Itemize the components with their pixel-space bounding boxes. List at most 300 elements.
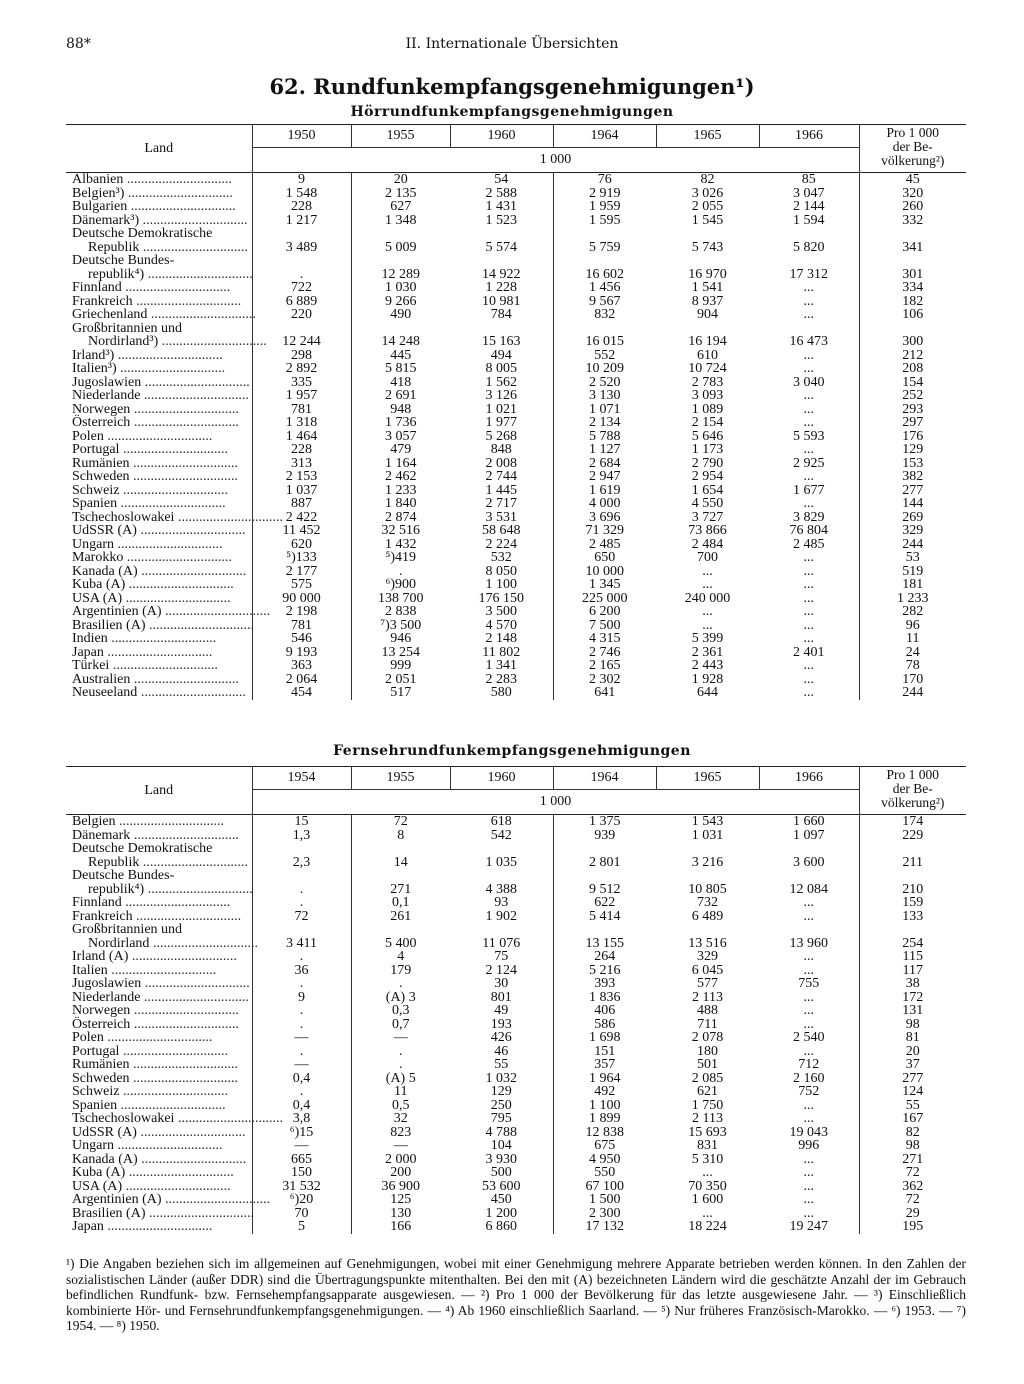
value-cell: 1 375 xyxy=(589,814,621,829)
value-cell: 2 124 xyxy=(450,964,553,978)
leader-dots: .............................. xyxy=(130,415,239,430)
value-cell: . xyxy=(252,896,351,910)
value-cell xyxy=(553,254,656,268)
per-capita-cell: 98 xyxy=(905,1138,920,1153)
leader-dots: .............................. xyxy=(140,989,249,1005)
value-cell xyxy=(450,923,553,937)
value-cell: ⁵)133 xyxy=(252,551,351,565)
value-cell: ... xyxy=(759,578,859,592)
value-cell: — xyxy=(252,1139,351,1153)
value-cell: 2 224 xyxy=(450,538,553,552)
value-cell: 2 051 xyxy=(385,671,417,687)
leader-dots: .............................. xyxy=(174,509,283,525)
value-cell: 2,3 xyxy=(252,856,351,870)
value-cell: 12 838 xyxy=(585,1124,624,1140)
leader-dots: .............................. xyxy=(137,563,247,579)
value-cell: ... xyxy=(759,1166,859,1180)
value-cell: 1 089 xyxy=(691,401,724,417)
value-cell: ... xyxy=(759,673,859,687)
value-cell: 2 790 xyxy=(691,455,724,471)
value-cell: 2 154 xyxy=(691,415,724,430)
value-cell: 9 xyxy=(252,991,351,1005)
value-cell: 1 032 xyxy=(450,1072,553,1086)
value-cell: 3 126 xyxy=(450,389,553,403)
value-cell: 13 155 xyxy=(585,935,624,951)
country-cell xyxy=(66,1099,252,1113)
per-capita-header-line: Pro 1 000 xyxy=(886,767,939,782)
value-cell: 3 411 xyxy=(252,937,351,951)
table-row xyxy=(66,1207,966,1221)
per-capita-cell xyxy=(859,923,966,937)
country-cell xyxy=(66,815,252,829)
value-cell xyxy=(759,254,859,268)
value-cell: 2 302 xyxy=(589,671,621,687)
value-cell: . xyxy=(252,1045,351,1059)
radio-table-body xyxy=(66,173,966,700)
value-cell: 2 485 xyxy=(759,538,859,552)
country-cell xyxy=(66,227,252,241)
country-cell xyxy=(66,470,252,484)
page-header xyxy=(66,36,958,56)
per-capita-cell: 329 xyxy=(902,523,924,538)
value-cell: 2 000 xyxy=(385,1151,417,1167)
value-cell: 3 727 xyxy=(691,509,724,525)
value-cell: 6 889 xyxy=(252,295,351,309)
value-cell: 1 548 xyxy=(252,187,351,201)
tv-table-body xyxy=(66,815,966,1234)
value-cell: 82 xyxy=(700,172,715,187)
value-cell: 2 144 xyxy=(759,200,859,214)
per-capita-cell: 176 xyxy=(902,428,924,444)
per-capita-cell: 208 xyxy=(902,361,924,376)
value-cell: 550 xyxy=(594,1165,616,1180)
per-capita-cell: 55 xyxy=(905,1097,920,1113)
value-cell: 1 345 xyxy=(589,577,621,592)
value-cell: 2 401 xyxy=(759,646,859,660)
value-cell: 490 xyxy=(390,307,412,322)
table-row xyxy=(66,538,966,552)
value-cell: 32 516 xyxy=(381,523,420,538)
leader-dots: .............................. xyxy=(114,536,223,552)
value-cell: 30 xyxy=(450,977,553,991)
country-cell xyxy=(66,883,252,897)
per-capita-header xyxy=(859,125,966,173)
leader-dots: .............................. xyxy=(114,347,223,363)
value-cell: 2 717 xyxy=(450,497,553,511)
leader-dots: .............................. xyxy=(139,212,248,228)
value-cell: 5 009 xyxy=(385,239,417,255)
value-cell: 12 084 xyxy=(759,883,859,897)
value-cell: 1 097 xyxy=(759,829,859,843)
per-capita-cell: 153 xyxy=(902,455,924,471)
value-cell: 488 xyxy=(697,1003,718,1018)
value-cell: ... xyxy=(759,1180,859,1194)
value-cell: 2 443 xyxy=(691,658,724,673)
value-cell: 104 xyxy=(450,1139,553,1153)
per-capita-cell: 297 xyxy=(902,415,924,430)
value-cell: 1 543 xyxy=(691,814,724,829)
country-cell xyxy=(66,416,252,430)
country-cell xyxy=(66,842,252,856)
country-name: Nordirland³) xyxy=(88,334,159,349)
table-row xyxy=(66,227,966,241)
per-capita-cell: 72 xyxy=(905,1192,920,1207)
value-cell: ... xyxy=(759,470,859,484)
value-cell: 2 684 xyxy=(589,455,621,471)
table-row xyxy=(66,200,966,214)
per-capita-cell: 269 xyxy=(902,509,924,525)
value-cell: ... xyxy=(759,592,859,606)
value-cell: . xyxy=(252,1004,351,1018)
table-title: 62. Rundfunkempfangsgenehmigungen¹) xyxy=(269,74,755,99)
leader-dots: .............................. xyxy=(119,482,228,498)
country-name: Kanada (A) xyxy=(72,563,138,579)
value-cell: 2 135 xyxy=(385,185,417,201)
per-capita-cell: 277 xyxy=(902,1070,924,1086)
value-cell: 2 113 xyxy=(692,1111,723,1126)
value-cell: 18 224 xyxy=(688,1219,727,1234)
value-cell: 3 093 xyxy=(691,388,724,403)
table-row xyxy=(66,187,966,201)
leader-dots: .............................. xyxy=(130,827,239,843)
value-cell: 1 523 xyxy=(450,214,553,228)
value-cell: 1 654 xyxy=(691,482,724,498)
per-capita-cell: 301 xyxy=(902,266,924,282)
table-row xyxy=(66,497,966,511)
per-capita-cell: 1 233 xyxy=(897,590,929,606)
leader-dots: .............................. xyxy=(139,239,248,255)
value-cell: 1 750 xyxy=(691,1097,724,1113)
table-row xyxy=(66,484,966,498)
value-cell: . xyxy=(399,1057,403,1072)
value-cell xyxy=(553,227,656,241)
country-cell xyxy=(66,268,252,282)
leader-dots: .............................. xyxy=(107,631,217,646)
leader-dots: .............................. xyxy=(129,469,239,484)
leader-dots: .............................. xyxy=(121,280,231,295)
leader-dots: .............................. xyxy=(122,590,231,606)
value-cell: 3 130 xyxy=(589,388,621,403)
country-name: Italien³) xyxy=(72,361,117,376)
per-capita-cell: 81 xyxy=(905,1030,920,1045)
country-cell xyxy=(66,686,252,700)
country-name: republik⁴) xyxy=(88,266,145,282)
table-row xyxy=(66,241,966,255)
table-row xyxy=(66,578,966,592)
per-capita-cell: 293 xyxy=(902,401,924,417)
country-cell xyxy=(66,829,252,843)
value-cell: 0,7 xyxy=(392,1016,410,1032)
value-cell xyxy=(553,322,656,336)
leader-dots: .............................. xyxy=(121,895,231,910)
country-cell xyxy=(66,254,252,268)
value-cell: 454 xyxy=(252,686,351,700)
value-cell: 1 173 xyxy=(691,442,724,457)
value-cell xyxy=(450,254,553,268)
country-cell xyxy=(66,214,252,228)
value-cell: 180 xyxy=(697,1043,718,1059)
per-capita-cell: 212 xyxy=(902,347,924,363)
leader-dots: .............................. xyxy=(123,550,232,565)
value-cell: — xyxy=(393,1138,408,1153)
value-cell: 225 000 xyxy=(582,590,628,606)
value-cell: . xyxy=(252,1085,351,1099)
leader-dots: .............................. xyxy=(107,962,217,978)
country-cell xyxy=(66,856,252,870)
value-cell: 13 960 xyxy=(759,937,859,951)
per-capita-cell: 82 xyxy=(905,1124,920,1140)
country-cell xyxy=(66,632,252,646)
table-row xyxy=(66,923,966,937)
value-cell: 1 899 xyxy=(589,1111,621,1126)
value-cell: 19 247 xyxy=(759,1220,859,1234)
country-cell xyxy=(66,307,256,322)
value-cell: 1 902 xyxy=(450,910,553,924)
value-cell: 2 919 xyxy=(589,185,621,201)
table-row xyxy=(66,173,966,187)
per-capita-cell: 277 xyxy=(902,482,924,498)
value-cell: 2 148 xyxy=(450,632,553,646)
country-name: Tschechoslowakei xyxy=(72,1111,175,1126)
country-cell xyxy=(66,604,271,619)
country-name: Irland (A) xyxy=(72,949,129,964)
value-cell: 2 153 xyxy=(252,470,351,484)
country-cell xyxy=(66,910,252,924)
country-name: Norwegen xyxy=(72,1003,131,1018)
country-name: UdSSR (A) xyxy=(72,1124,137,1140)
value-cell: 5 399 xyxy=(691,631,724,646)
value-cell: 1 456 xyxy=(589,280,621,295)
value-cell: 329 xyxy=(697,949,718,964)
table-row xyxy=(66,829,966,843)
value-cell: ... xyxy=(759,1112,859,1126)
leader-dots: .............................. xyxy=(174,1111,283,1126)
country-name: USA (A) xyxy=(72,1178,123,1194)
country-cell xyxy=(66,538,252,552)
country-cell xyxy=(66,200,252,214)
value-cell: 445 xyxy=(390,347,412,363)
table-row xyxy=(66,416,966,430)
country-cell xyxy=(66,1220,252,1234)
value-cell: 3 216 xyxy=(691,854,724,870)
leader-dots: .............................. xyxy=(117,1097,226,1113)
value-cell: 6 045 xyxy=(691,962,724,978)
table-row xyxy=(66,470,966,484)
country-cell xyxy=(66,923,252,937)
value-cell: 72 xyxy=(393,814,408,829)
country-name: Ungarn xyxy=(72,536,114,552)
country-name: Österreich xyxy=(72,1016,131,1032)
value-cell: — xyxy=(393,1030,408,1045)
value-cell: 9 567 xyxy=(589,293,621,309)
value-cell: 575 xyxy=(252,578,351,592)
value-cell: 644 xyxy=(697,685,718,700)
value-cell: 1 541 xyxy=(691,280,724,295)
value-cell: 4 950 xyxy=(589,1151,621,1167)
value-cell: 2 801 xyxy=(589,854,621,870)
value-cell xyxy=(656,869,759,883)
value-cell: 14 248 xyxy=(381,334,420,349)
value-cell: 996 xyxy=(759,1139,859,1153)
value-cell xyxy=(450,322,553,336)
value-cell: ⁶)20 xyxy=(252,1193,351,1207)
value-cell: ... xyxy=(702,563,713,579)
value-cell: 2 783 xyxy=(691,374,724,390)
per-capita-cell: 300 xyxy=(902,334,924,349)
value-cell: 2 177 xyxy=(252,565,351,579)
value-cell: 76 804 xyxy=(759,524,859,538)
value-cell: ... xyxy=(702,1205,713,1221)
value-cell: 72 xyxy=(252,910,351,924)
value-cell: 1 341 xyxy=(450,659,553,673)
leader-dots: .............................. xyxy=(119,442,228,457)
country-name: Japan xyxy=(72,644,104,660)
value-cell: 627 xyxy=(390,199,412,214)
value-cell: ... xyxy=(759,403,859,417)
value-cell: 5 759 xyxy=(589,239,621,255)
country-name: Österreich xyxy=(72,415,131,430)
table-row xyxy=(66,950,966,964)
value-cell: ... xyxy=(759,416,859,430)
country-cell xyxy=(66,1018,252,1032)
value-cell: 14 xyxy=(393,854,408,870)
leader-dots: .............................. xyxy=(122,1178,231,1194)
per-capita-cell xyxy=(859,322,966,336)
leader-dots: .............................. xyxy=(161,1192,271,1207)
table-row xyxy=(66,632,966,646)
leader-dots: .............................. xyxy=(125,577,234,592)
value-cell xyxy=(351,254,450,268)
value-cell: 426 xyxy=(450,1031,553,1045)
value-cell: 3 531 xyxy=(450,511,553,525)
value-cell: ... xyxy=(759,389,859,403)
value-cell: 1 957 xyxy=(252,389,351,403)
tv-subtitle: Fernsehrundfunkempfangsgenehmigungen xyxy=(333,743,691,759)
per-capita-cell: 244 xyxy=(902,685,924,700)
value-cell: 1 698 xyxy=(589,1030,621,1045)
table-row xyxy=(66,1085,966,1099)
value-cell xyxy=(759,842,859,856)
value-cell: ... xyxy=(759,1193,859,1207)
value-cell: 16 473 xyxy=(759,335,859,349)
value-cell: 313 xyxy=(252,457,351,471)
value-cell: 15 163 xyxy=(450,335,553,349)
country-name: Jugoslawien xyxy=(72,374,142,390)
value-cell: . xyxy=(252,883,351,897)
per-capita-cell: 210 xyxy=(902,881,924,897)
country-cell xyxy=(66,1166,252,1180)
page-number: 88* xyxy=(66,36,91,52)
value-cell: 801 xyxy=(450,991,553,1005)
value-cell: 1 464 xyxy=(252,430,351,444)
value-cell: 93 xyxy=(450,896,553,910)
value-cell: 16 602 xyxy=(585,266,624,282)
country-name: Neuseeland xyxy=(72,685,138,700)
table-row xyxy=(66,1180,966,1194)
value-cell: ... xyxy=(759,565,859,579)
country-cell xyxy=(66,673,252,687)
value-cell: 17 132 xyxy=(585,1219,624,1234)
leader-dots: .............................. xyxy=(130,401,239,417)
land-header: Land xyxy=(66,767,252,815)
value-cell: 90 000 xyxy=(252,592,351,606)
country-name: Deutsche Bundes- xyxy=(72,868,175,883)
value-cell: ... xyxy=(759,497,859,511)
value-cell: 11 076 xyxy=(450,937,553,951)
value-cell: 73 866 xyxy=(688,523,727,538)
per-capita-cell: 252 xyxy=(902,388,924,403)
value-cell: 8 xyxy=(397,827,405,843)
table-row xyxy=(66,1153,966,1167)
value-cell: 36 900 xyxy=(381,1178,420,1194)
country-name: Portugal xyxy=(72,1043,120,1059)
value-cell: 1 660 xyxy=(759,815,859,829)
table-row xyxy=(66,403,966,417)
value-cell xyxy=(252,923,351,937)
per-capita-cell: 133 xyxy=(902,908,924,924)
value-cell: 4 550 xyxy=(691,496,724,511)
value-cell: 712 xyxy=(759,1058,859,1072)
country-name: Irland³) xyxy=(72,347,115,363)
value-cell: 1 959 xyxy=(589,199,621,214)
per-capita-cell xyxy=(859,227,966,241)
leader-dots: .............................. xyxy=(158,334,267,349)
value-cell: 1 035 xyxy=(450,856,553,870)
value-cell: 19 043 xyxy=(759,1126,859,1140)
value-cell: ⁶)900 xyxy=(385,577,417,592)
value-cell xyxy=(252,254,351,268)
value-cell: ... xyxy=(759,632,859,646)
value-cell: 32 xyxy=(393,1111,408,1126)
value-cell: 1,3 xyxy=(252,829,351,843)
value-cell xyxy=(351,322,450,336)
value-cell: 67 100 xyxy=(585,1178,624,1194)
leader-dots: .............................. xyxy=(145,1205,254,1221)
country-name: Rumänien xyxy=(72,455,130,471)
per-capita-cell: 341 xyxy=(902,239,924,255)
table-row xyxy=(66,268,966,282)
value-cell: 8 050 xyxy=(450,565,553,579)
year-header: 1965 xyxy=(656,125,759,148)
country-name: Bulgarien xyxy=(72,199,128,214)
country-cell xyxy=(66,295,252,309)
value-cell: ⁶)15 xyxy=(252,1126,351,1140)
value-cell: . xyxy=(399,976,403,991)
value-cell: 298 xyxy=(252,349,351,363)
value-cell: 10 981 xyxy=(450,295,553,309)
value-cell: 795 xyxy=(450,1112,553,1126)
country-cell xyxy=(66,1153,252,1167)
value-cell: 2 588 xyxy=(450,187,553,201)
per-capita-cell: 229 xyxy=(902,827,924,843)
value-cell: 948 xyxy=(390,401,412,417)
country-cell xyxy=(66,1031,252,1045)
country-name: Kanada (A) xyxy=(72,1151,138,1167)
country-name: Jugoslawien xyxy=(72,976,142,991)
country-name: Schweden xyxy=(72,469,130,484)
table-row xyxy=(66,308,966,322)
leader-dots: .............................. xyxy=(114,1138,223,1153)
country-cell xyxy=(66,389,252,403)
value-cell: 1 164 xyxy=(385,455,417,471)
country-name: Republik xyxy=(88,239,140,255)
value-cell: 4 000 xyxy=(589,496,621,511)
value-cell: 4 570 xyxy=(450,619,553,633)
value-cell: 16 194 xyxy=(688,334,727,349)
value-cell: 501 xyxy=(697,1057,718,1072)
value-cell xyxy=(656,923,759,937)
value-cell: 2 078 xyxy=(691,1030,724,1045)
